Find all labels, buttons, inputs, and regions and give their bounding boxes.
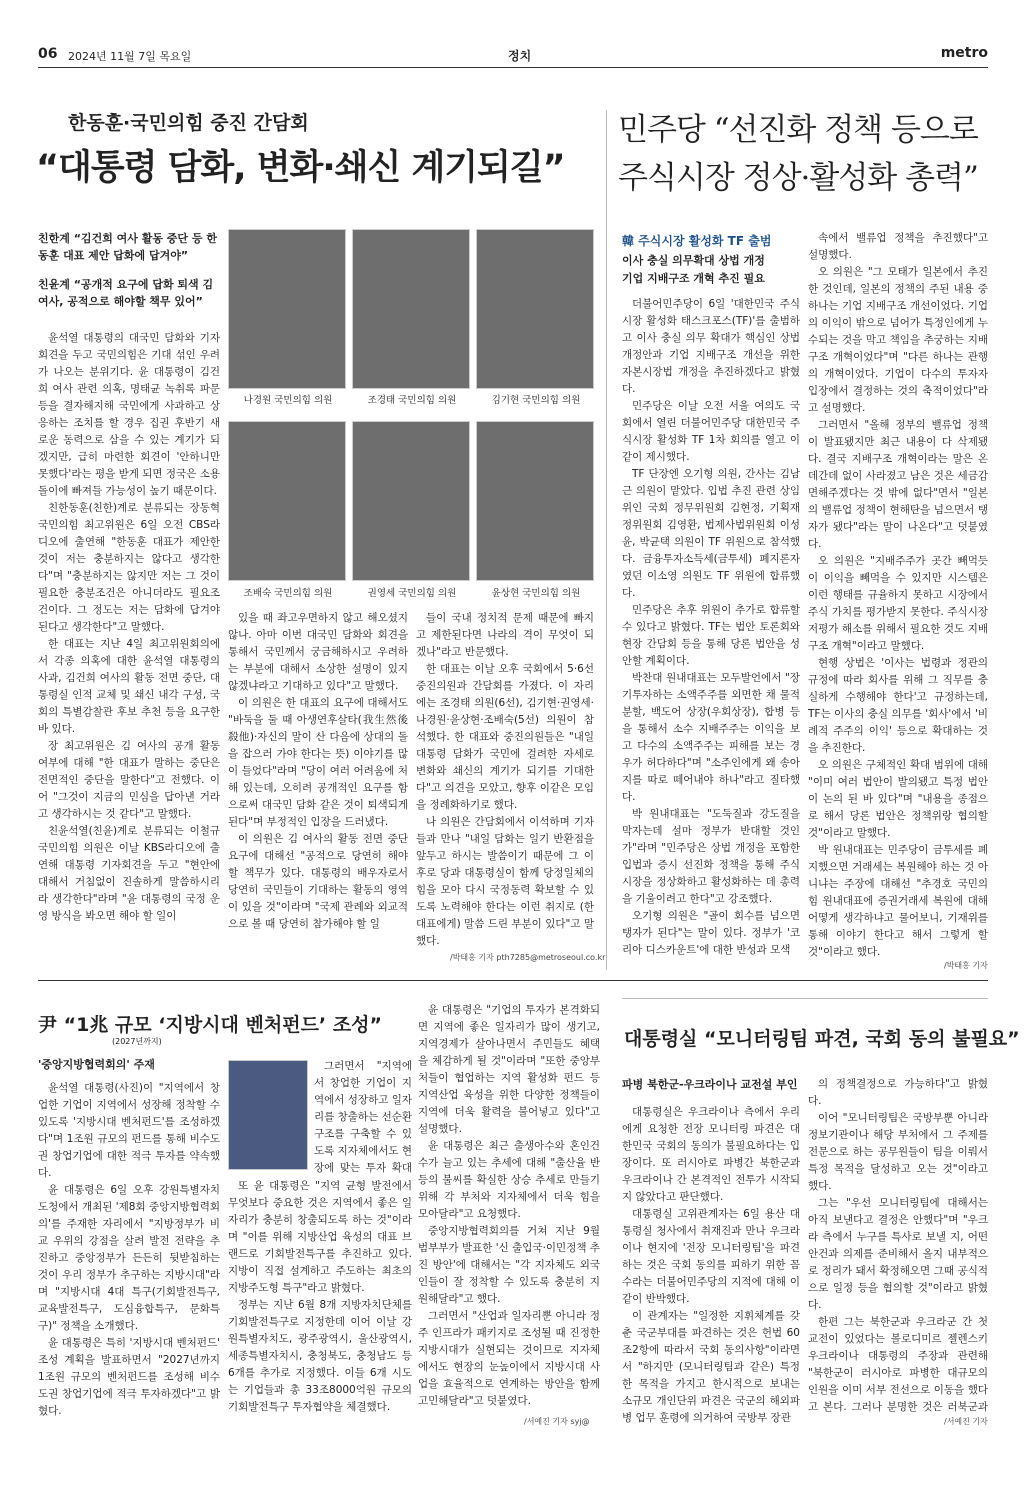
paragraph: 민주당은 추후 위원이 추가로 합류할 수 있다고 밝혔다. TF는 법안 토론회와 현장 간담회 등을 통해 당론 법안을 성안할 계획이다. xyxy=(622,604,800,667)
article1-column-3 xyxy=(416,610,594,950)
paragraph: 이어 "모니터링팀은 국방부뿐 아니라 정보기관이나 해당 부처에서 그 주제를 전문으로 하는 공무원들이 팀을 이뤄서 특정 목적을 달성하고 오는 것"이라고 했다. xyxy=(808,1112,988,1192)
horizontal-divider xyxy=(38,980,988,981)
page-header xyxy=(38,44,988,68)
caption-cho-kyungtae: 조경태 국민의힘 의원 xyxy=(367,395,457,406)
paragraph: 또 윤 대통령은 "지역 균형 발전에서 무엇보다 중요한 것은 지역에서 좋은 일자리가 충분히 창출되도록 하는 것"이라며 "이를 위해 지방산업 육성의 대표 브랜드로 기회발전특구를 추진하고 있다. 지방이 직접 설계하고 주도하는 최초의 지방주도형 특구"라고 밝혔다. xyxy=(228,1180,412,1294)
caption-na-kyungwon: 나경원 국민의힘 의원 xyxy=(243,395,333,406)
article1-sub-2: 친윤계 “공개적 요구에 답화 퇴색 김 여사, 공적으로 해야할 책무 있어” xyxy=(38,278,214,308)
paragraph: 있을 때 좌고우면하지 않고 해오셨지 않나. 아마 이번 대국민 담화와 회견을 통해서 국민께서 궁금해하시고 우려하는 부분에 대해서 소상한 설명이 있지 않겠냐라고 기대하고 있다"고 말했다. xyxy=(228,612,408,692)
paragraph: 민주당은 이날 오전 서울 여의도 국회에서 열린 더불어민주당 대한민국 주식시장 활성화 TF 1차 회의를 열고 이같이 제시했다. xyxy=(622,400,800,463)
article3-headline: 尹 “1兆 규모 ‘지방시대 벤처펀드’ 조성” xyxy=(38,1014,382,1036)
section-name: 정치 xyxy=(508,49,532,63)
metro-logo: metro xyxy=(940,45,988,61)
article1-headline: “대통령 담화, 변화·쇄신 계기되길” xyxy=(36,148,565,188)
paragraph: 대통령실 고위관계자는 6일 용산 대통령실 청사에서 취재진과 만나 우크라이나 현지에 '전장 모니터링팀'을 파견하는 것은 국회 동의를 피하기 위한 꼼수라는 더불어민주당의 지적에 대해 이같이 반박했다. xyxy=(622,1208,800,1305)
photo-kim-kihyun xyxy=(476,229,594,389)
paragraph: TF 단장엔 오기형 의원, 간사는 김남근 의원이 맡았다. 입법 추진 관련 상임위인 국회 정무위원회 김현정, 기획재정위원회 김영환, 법제사법위원회 이성윤, 박균택 의원이 TF 위원으로 참석했다. 금융투자소득세(금투세) 폐지론자였던 이소영 의원도 TF 위원에 합류했다. xyxy=(622,468,800,599)
paragraph: 오기형 의원은 "골이 회수를 넘으면 탱자가 된다"는 말이 있다. 정부가 '코리아 디스카운트'에 대한 반성과 모색 xyxy=(622,910,800,956)
paragraph: 윤 대통령은 최근 출생아수와 혼인건수가 늘고 있는 추세에 대해 "출산율 반등의 불씨를 확실한 상승 추세로 만들기 위해 각 부처와 지자체에서 더욱 힘을 모아달라"고 요청했다. xyxy=(418,1140,600,1220)
article3-note: (2027년까지) xyxy=(112,1037,162,1046)
photo-na-kyungwon xyxy=(228,229,346,389)
paragraph: 윤 대통령은 "기업의 투자가 본격화되면 지역에 좋은 일자리가 많이 생기고, 지역경제가 살아나면서 주민들도 혜택을 체감하게 될 것"이라며 "또한 중앙부처들이 협업하는 지역 활성화 펀드 등 지역산업 육성을 위한 다양한 정책들이 지역에 더욱 활력을 불어넣고 있다"고 설명했다. xyxy=(418,1004,600,1135)
article2-headline-line1: 민주당 “선진화 정책 등으로 xyxy=(618,112,978,148)
article3-column-2-top xyxy=(314,1058,412,1178)
article1-sub-1: 친한계 “김건희 여사 활동 중단 등 한동훈 대표 제안 답화에 답겨야” xyxy=(38,232,217,262)
article1-column-2 xyxy=(228,610,408,966)
paragraph: 친한동훈(친한)계로 분류되는 장동혁 국민의힘 최고위원은 6일 오전 CBS라디오에 출연해 "한동훈 대표가 제안한 것이 저는 충분하지는 않다고 생각한다"며 "충분하지는 않지만 저는 그 것이 필요한 충분조건은 아니더라도 필요조건이다. 그 정도는 저는 담화에 답겨야 된다고 생각한다"고 말했다. xyxy=(38,502,220,633)
paragraph: 정부는 지난 6월 8개 지방자치단체를 기회발전특구로 지정한데 이어 이날 강원특별자치도, 광주광역시, 울산광역시, 세종특별자치시, 충청북도, 충청남도 등 6개를 추가로 지정했다. 이들 6개 시도는 기업들과 총 33조8000억원 규모의 기회발전특구 투자협약을 체결했다. xyxy=(228,1299,412,1413)
photo-yoon-sukyeol xyxy=(228,1060,308,1170)
issue-date: 2024년 11월 7일 목요일 xyxy=(68,50,192,63)
article2-column-1 xyxy=(622,296,800,972)
paragraph: 의 정책결정으로 가능하다"고 밝혔다. xyxy=(808,1078,988,1107)
article3-column-2 xyxy=(228,1178,412,1428)
paragraph: 오 의원은 구체적인 확대 범위에 대해 "이미 여러 법안이 발의됐고 특정 법안이 논의 된 바 있다"며 "내용을 종점으로 해서 당론 법안은 정책위랑 협의할 것"이라고 말했다. xyxy=(808,759,988,839)
paragraph: 박 원내대표는 "도둑질과 강도질을 막자는데 설마 정부가 반대할 것인가"라며 "민주당은 상법 개정을 포함한 입법과 증시 선진화 정책을 통해 주식시장을 정상화하고 활성화하는 데 총력을 기울이려고 한다"고 강조했다. xyxy=(622,808,800,905)
paragraph: 더불어민주당이 6일 '대한민국 주식시장 활성화 태스크포스(TF)'를 출범하고 이사 충실 의무 확대가 핵심인 상법 개정안과 기업 지배구조 개선을 위한 자본시장법 개정을 추진하겠다고 밝혔다. xyxy=(622,298,800,395)
paragraph: 그러면서 "산업과 일자리뿐 아니라 정주 인프라가 패키지로 조성될 때 진정한 지방시대가 실현되는 것이므로 지자체에서도 현장의 눈높이에서 지방시대 사업을 효율적으로 연계하는 방안을 함께 고민해달라"고 덧붙였다. xyxy=(418,1310,600,1407)
paragraph: 대통령실은 우크라이나 측에서 우리에게 요청한 전장 모니터링 파견은 대한민국 국회의 동의가 불필요하다는 입장이다. 또 러시아로 파병간 북한군과 우크라이나 간 본격적인 전투가 시작되지 않았다고 판단했다. xyxy=(622,1106,800,1203)
article3-byline: /서예진 기자 syj@ xyxy=(524,1417,590,1426)
paragraph: 윤석열 대통령의 대국민 담화와 기자회견을 두고 국민의힘은 기대 섞인 우려가 나오는 분위기다. 윤 대통령이 김건희 여사 관련 의혹, 명태균 녹취록 파문 등을 결자해지해 국민에게 사과하고 상응하는 조치를 할 경우 집권 후반기 새로운 동력으로 삼을 수 있는 계기가 되겠지만, 급히 마련한 회견이 '안하니만 못했다'라는 평을 받게 되면 정국은 소용돌이에 빠져들 가능성이 높기 때문이다. xyxy=(38,332,220,497)
article2-byline: /박태홍 기자 xyxy=(944,961,988,970)
paragraph: 오 의원은 "지배주주가 곳간 빼먹듯이 이익을 빼먹을 수 있지만 시스템은 이런 행태를 규율하지 못하고 시장에서 주식 가치를 평가받지 못한다. 주식시장 저평가 해소를 위해서 필요한 것도 지배구조 개혁"이라고 말했다. xyxy=(808,555,988,652)
paragraph: 그러면서 "지역에서 창업한 기업이 지역에서 성장하고 일자리를 창출하는 선순환 구조를 구축할 수 있도록 지자체에서도 현장에 맞는 투자 확대 xyxy=(314,1060,412,1174)
photo-kwon-youngse xyxy=(352,421,470,581)
article4-headline: 대통령실 “모니터링팀 파견, 국회 동의 불필요” xyxy=(624,1028,1020,1050)
paragraph: 그러면서 "올해 정부의 밸류업 정책이 발표됐지만 최근 내용이 다 삭제됐다. 결국 지배구조 개혁이라는 말은 온데간데 없이 사라졌고 남은 것은 세금감면해주겠다는 것 밖에 없다"면서 "일본의 밸류업 정책이 현해탄을 넘으면서 탱자가 됐다"라는 말이 나온다"고 덧붙였다. xyxy=(808,419,988,550)
paragraph: 현행 상법은 '이사는 법령과 정관의 규정에 따라 회사를 위해 그 직무를 충실하게 수행해야 한다'고 규정하는데, TF는 이사의 충실 의무를 '회사'에서 '비례적 주주의 이익' 등으로 확대하는 것을 추진한다. xyxy=(808,657,988,754)
article2-headline-line2: 주식시장 정상·활성화 총력” xyxy=(618,160,978,196)
article2-column-2 xyxy=(808,230,988,958)
paragraph: 중앙지방협력회의를 거쳐 지난 9월 범부부가 발표한 '신 출입국·이민정책 추진 방안'에 대해서는 "각 지자체도 외국인들이 잘 정착할 수 있도록 충분히 지원해달라"고 했다. xyxy=(418,1225,600,1305)
caption-cho-baesook: 조배숙 국민의힘 의원 xyxy=(243,588,333,599)
paragraph: 친윤석열(친윤)계로 분류되는 이철규 국민의힘 의원은 이날 KBS라디오에 출연해 대통령 기자회견을 두고 "현안에 대해서 거침없이 진솔하게 말씀하시리라 생각한다"라며 "윤 대통령의 국정 운영 방식을 봐오면 해야 할 일이 xyxy=(38,825,220,922)
paragraph: 속에서 밸류업 정책을 추진했다"고 설명했다. xyxy=(808,232,988,261)
caption-yoon-sanghyun: 윤상현 국민의힘 의원 xyxy=(491,588,581,599)
paragraph: 이 의원은 한 대표의 요구에 대해서도 "바둑을 둘 때 아생연후살타(我生然後殺他)·자신의 말이 산 다음에 상대의 돌을 잡으러 가야 한다는 뜻) 이야기를 많이 들었다"라며 "당이 여러 어려움에 처해 있는데, 오히려 공개적인 요구를 함으로써 대국민 담화 같은 것이 퇴색되게 된다"며 부정적인 입장을 드러냈다. xyxy=(228,697,408,828)
article2-sub-2: 기업 지배구조 개혁 추진 필요 xyxy=(622,272,765,285)
caption-kim-kihyun: 김기현 국민의힘 의원 xyxy=(491,395,581,406)
article2-sub-1: 이사 충실 의무확대 상법 개정 xyxy=(622,254,765,267)
paragraph: 한편 그는 북한군과 우크라군 간 첫 교전이 있었다는 볼로디미르 젤렌스키 우크라이나 대통령의 주장과 관련해 "북한군이 러시아로 파병한 대규모의 인원을 이미 서부 전선으로 이동을 했다고 본다. 그러나 분명한 것은 러북군과 xyxy=(808,1316,988,1413)
article4-top-rule xyxy=(622,998,988,999)
paragraph: 이 의원은 김 여사의 활동 전면 중단 요구에 대해선 "공적으로 당연히 해야 할 책무가 있다. 대통령의 배우자로서 당연히 국민들이 기대하는 활동의 영역이 있을 것"이라며 "국제 관례와 외교적으로 볼 때 당연히 참가해야 할 일 xyxy=(228,833,408,930)
paragraph: 박찬대 원내대표는 모두발언에서 "장기투자하는 소액주주를 외면한 채 물적분할, 백도어 상장(우회상장), 합병 등을 통해서 소수 지배주주는 이익을 보고 다수의 소액주주는 피해를 보는 경우가 허다하다"며 "소주인에게 왜 송아지를 따로 떼어내야 하나"라고 질타했다. xyxy=(622,672,800,803)
paragraph: 윤석열 대통령(사진)이 "지역에서 창업한 기업이 지역에서 성장해 정착할 수 있도록 '지방시대 벤처펀드'를 조성하겠다"며 1조원 규모의 펀드를 통해 비수도권 창업기업에 대한 적극 투자를 약속했다. xyxy=(38,1082,220,1179)
article4-column-1 xyxy=(622,1104,800,1428)
article1-byline: /박태홍 기자 pth7285@metroseoul.co.kr xyxy=(450,953,606,962)
column-divider xyxy=(606,110,607,970)
photo-cho-kyungtae xyxy=(352,229,470,389)
paragraph: 윤 대통령은 6일 오후 강원특별자치도청에서 개최된 '제8회 중앙지방협력회의'를 주재한 자리에서 "지방정부가 비교 우위의 강점을 살려 발전 전략을 추진하고 중앙정부가 든든히 뒷받침하는 것이 우리 정부가 추구하는 지방시대"라며 "지방시대 4대 특구(기회발전특구, 교육발전특구, 도심융합특구, 문화특구)" 정책을 소개했다. xyxy=(38,1184,220,1332)
article4-column-2 xyxy=(808,1076,988,1414)
photo-yoon-sanghyun xyxy=(476,421,594,581)
page-number: 06 xyxy=(38,46,58,62)
paragraph: 윤 대통령은 특히 '지방시대 벤처펀드' 조성 계획을 발표하면서 "2027년까지 1조원 규모의 벤처펀드를 조성해 비수도권 창업기업에 적극 투자하겠다"고 밝혔다. xyxy=(38,1337,220,1417)
article3-column-1 xyxy=(38,1080,220,1430)
article4-byline: /서예진 기자 xyxy=(944,1417,988,1426)
article2-subheads xyxy=(622,252,765,288)
paragraph: 들이 국내 정치적 문제 때문에 빠지고 제한된다면 나라의 격이 무엇이 되겠나"라고 반문했다. xyxy=(416,612,594,658)
photo-cho-baesook xyxy=(228,421,346,581)
paragraph: 장 최고위원은 김 여사의 공개 활동 여부에 대해 "한 대표가 말하는 중단은 전면적인 중단을 말한다"고 전했다. 이어 "그것이 지금의 민심을 답아낸 거라고 생각하시는 것 같다"고 말했다. xyxy=(38,740,220,820)
paragraph: 이 관계자는 "일정한 지휘체계를 갖춘 국군부대를 파견하는 것은 헌법 60조2항에 따라서 국회 동의사항"이라면서 "하지만 (모니터링팀과 같은) 특정한 목적을 가지고 한시적으로 보내는 소규모 개인단위 파견은 국군의 해외파병 업무 훈령에 의거하여 국방부 장관 xyxy=(622,1310,800,1424)
paragraph: 한 대표는 이날 오후 국회에서 5·6선 중진의원과 간담회를 가졌다. 이 자리에는 조경태 의원(6선), 김기현·권영세·나경원·윤상현·조배숙(5선) 의원이 참석했다. 한 대표와 중진의원들은 "내일 대통령 담화가 국민에 걸려한 자세로 변화와 쇄신의 계기가 되기를 기대한다"고 의견을 모았고, 향후 이같은 모임을 정례화하기로 했다. xyxy=(416,663,594,811)
article3-sub: '중앙지방협력회의' 주재 xyxy=(38,1058,155,1071)
paragraph: 오 의원은 "그 모태가 일본에서 추진한 것인데, 일본의 정책의 주된 내용 중 하나는 기업 지배구조 개선이었다. 기업의 이익이 밖으로 넘어가 특정인에게 누수되는 것을 막고 책임을 추궁하는 지배구조 개혁이었다"며 "다른 하나는 관행의 개혁이었다. 기업이 다수의 투자자 입장에서 결정하는 것의 축적이었다"라고 설명했다. xyxy=(808,266,988,414)
article2-kicker: 韓 주식시장 활성화 TF 출범 xyxy=(622,234,772,248)
article3-column-3 xyxy=(418,1002,600,1412)
paragraph: 나 의원은 간담회에서 이석하며 기자들과 만나 "내일 담화는 일기 반환점을 앞두고 하시는 발씀이기 때문에 그 이후로 당과 대통령실이 함께 당정일체의 힘을 모아 다시 국정동력 확보할 수 있도록 노력해야 한다는 이런 취지로 (한 대표에게) 말씀 드린 부분이 있다"고 말했다. xyxy=(416,816,594,947)
article1-column-1 xyxy=(38,330,220,966)
caption-kwon-youngse: 권영세 국민의힘 의원 xyxy=(367,588,457,599)
paragraph: 박 원내대표는 민주당이 금투세를 폐지했으면 거래세는 복원해야 하는 것 아니냐는 주장에 대해선 "추경호 국민의힘 원내대표에 증권거래세 복원에 대해 어떻게 생각하냐고 물어보니, 기재위를 통해 이야기 한다고 해서 그렇게 할 것"이라고 했다. xyxy=(808,844,988,958)
article4-sub: 파병 북한군-우크라이나 교전설 부인 xyxy=(622,1078,798,1091)
paragraph: 한 대표는 지난 4일 최고위원회의에서 각종 의혹에 대한 윤석열 대통령의 사과, 김건희 여사의 활동 전면 중단, 대통령실 인적 교체 및 쇄신 내각 구성, 국회의 특별감찰관 후보 추천 등을 요구한 바 있다. xyxy=(38,638,220,735)
article1-kicker: 한동훈·국민의힘 중진 간담회 xyxy=(68,112,309,134)
paragraph: 그는 "우선 모니터링팀에 대해서는 아직 보낸다고 결정은 안했다"며 "우크라 측에서 누구를 특사로 보낼 지, 어떤 안건과 의제를 준비해서 올지 내부적으로 정리가 돼서 확정해오면 그때 공식적으로 일정 등을 협의할 것"이라고 밝혔다. xyxy=(808,1197,988,1311)
